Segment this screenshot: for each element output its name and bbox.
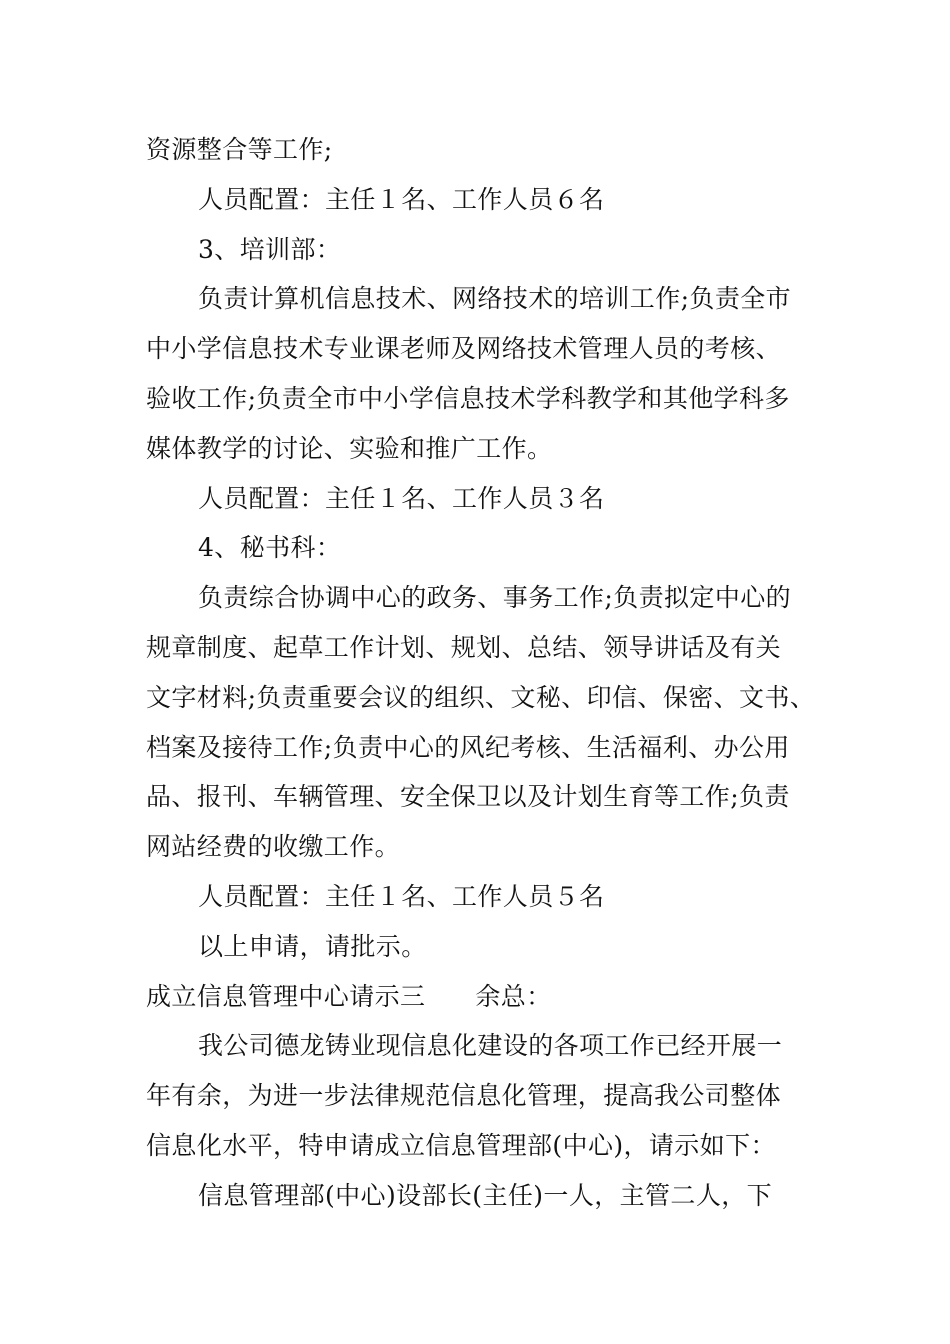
text-line: 验收工作;负责全市中小学信息技术学科教学和其他学科多 bbox=[146, 383, 790, 413]
text-line: 品、报刊、车辆管理、安全保卫以及计划生育等工作;负责 bbox=[146, 782, 790, 812]
text-line: 负责计算机信息技术、网络技术的培训工作;负责全市 bbox=[198, 284, 792, 314]
document-heading-line bbox=[146, 972, 836, 1022]
document-body bbox=[146, 125, 836, 1221]
text-line: 规章制度、起草工作计划、规划、总结、领导讲话及有关 bbox=[146, 632, 782, 662]
text-line: 媒体教学的讨论、实验和推广工作。 bbox=[146, 433, 553, 463]
text-line: 网站经费的收缴工作。 bbox=[146, 832, 401, 862]
document-title: 成立信息管理中心请示三 bbox=[146, 981, 426, 1011]
text-line: 人员配置：主任１名、工作人员６名 bbox=[198, 184, 605, 214]
text-line: 信息管理部(中心)设部长(主任)一人，主管二人，下 bbox=[198, 1180, 773, 1210]
section-heading: 4、秘书科： bbox=[198, 533, 342, 563]
text-line: 信息化水平，特申请成立信息管理部(中心)，请示如下： bbox=[146, 1130, 776, 1160]
text-line: 档案及接待工作;负责中心的风纪考核、生活福利、办公用 bbox=[146, 732, 790, 762]
text-line: 文字材料;负责重要会议的组织、文秘、印信、保密、文书、 bbox=[146, 682, 816, 712]
text-line: 我公司德龙铸业现信息化建设的各项工作已经开展一 bbox=[198, 1031, 783, 1061]
salutation: 余总： bbox=[475, 981, 552, 1011]
text-line: 资源整合等工作; bbox=[146, 135, 333, 164]
text-line: 年有余，为进一步法律规范信息化管理，提高我公司整体 bbox=[146, 1081, 782, 1111]
text-line: 以上申请，请批示。 bbox=[198, 931, 427, 961]
text-line: 人员配置：主任１名、工作人员５名 bbox=[198, 881, 605, 911]
text-line: 中小学信息技术专业课老师及网络技术管理人员的考核、 bbox=[146, 334, 782, 364]
text-line: 负责综合协调中心的政务、事务工作;负责拟定中心的 bbox=[198, 583, 792, 613]
text-line: 人员配置：主任１名、工作人员３名 bbox=[198, 483, 605, 513]
section-heading: 3、培训部： bbox=[198, 234, 342, 264]
